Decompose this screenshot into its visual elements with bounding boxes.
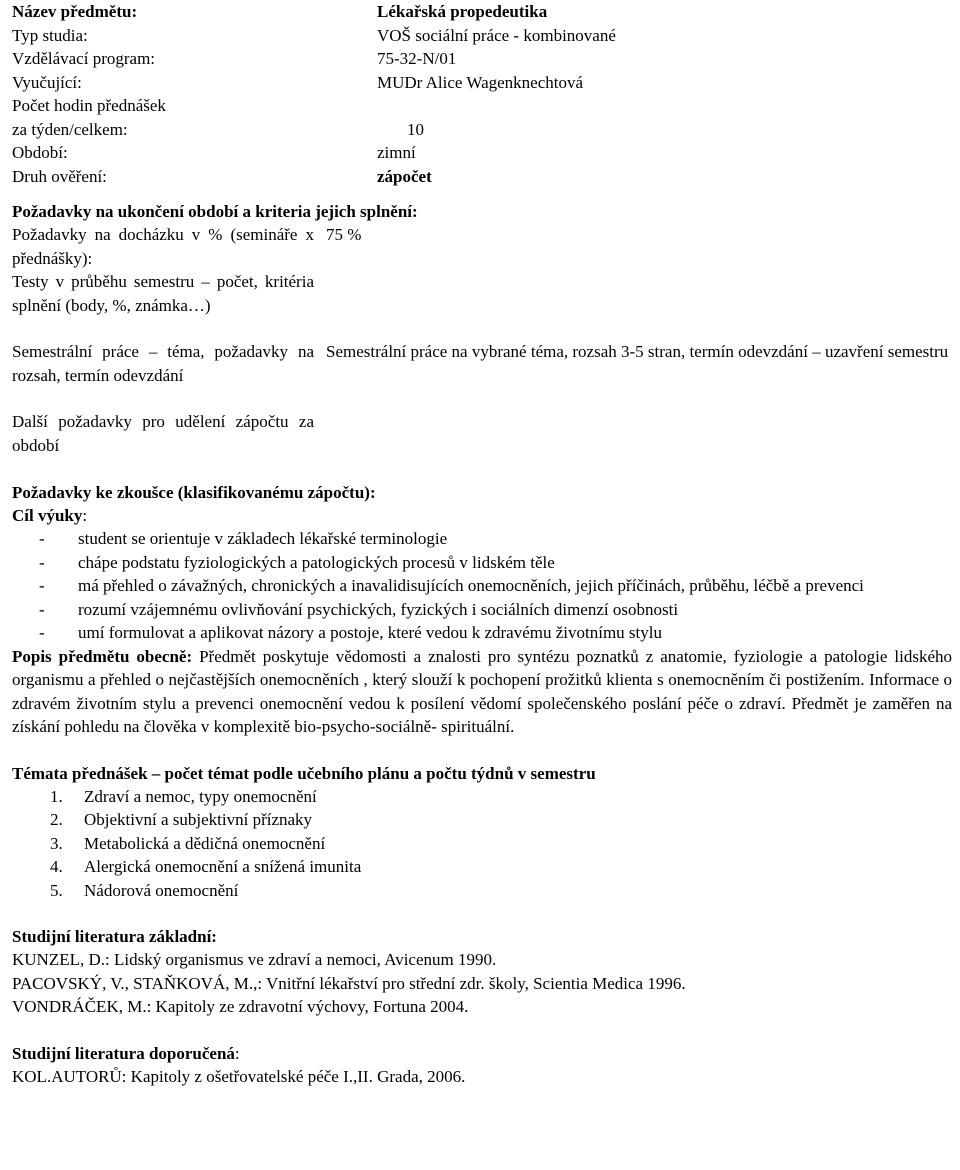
syllabus-document [12,0,952,1088]
goal-text: má přehled o závažných, chronických a inavalidisujících onemocněních, jejich příčinách, průběhu, léčbě a prevenci [78,576,864,595]
goal-text: chápe podstatu fyziologických a patologických procesů v lidském těle [78,552,555,572]
topics-heading: Témata přednášek – počet témat podle učebního plánu a počtu týdnů v semestru [12,763,596,783]
topic-number: 5. [50,880,63,900]
program-value: 75-32-N/01 [377,49,457,68]
literature-recommended-heading: Studijní literatura doporučená [12,1043,235,1063]
requirements-row [12,340,957,410]
topic-text: Metabolická a dědičná onemocnění [84,833,326,853]
meta-row-program [12,47,952,71]
requirements-row [12,223,957,270]
requirements-section [12,200,952,458]
topic-text: Alergická onemocnění a snížená imunita [84,857,362,876]
typ-value: VOŠ sociální práce - kombinované [377,25,616,45]
requirements-row [12,270,957,340]
topic-text: Objektivní a subjektivní příznaky [84,810,313,829]
topic-number: 1. [50,786,63,806]
program-label: Vzdělávací program: [12,49,156,68]
requirement-value [320,410,957,458]
requirements-row [12,410,957,458]
dash-bullet: - [39,599,45,619]
list-item [12,621,952,645]
meta-row-hodin-1 [12,94,952,118]
topic-number: 4. [50,857,63,876]
exam-section [12,481,952,739]
list-item [12,879,952,903]
requirement-label: Další požadavky pro udělení zápočtu za období [12,412,314,455]
meta-row-typ [12,24,952,48]
list-item [12,785,952,809]
requirement-value: 75 % [326,225,362,244]
obdobi-label: Období: [12,143,68,162]
dash-bullet: - [39,552,45,572]
topic-number: 3. [50,833,63,853]
nazev-value: Lékařská propedeutika [377,2,548,21]
goal-colon: : [82,506,88,525]
hodin-label-2: za týden/celkem: [12,119,128,139]
list-item [12,832,952,856]
typ-label: Typ studia: [12,25,88,45]
list-item [12,551,952,575]
literature-basic-section [12,925,952,1019]
literature-basic-heading: Studijní literatura základní: [12,927,217,946]
course-description [12,645,952,739]
list-item [12,808,952,832]
vyucujici-label: Vyučující: [12,72,82,92]
topics-list [12,785,952,903]
list-item [12,598,952,622]
requirement-label: Semestrální práce – téma, požadavky na rozsah, termín odevzdání [12,342,314,385]
overeni-label: Druh ověření: [12,166,107,186]
course-metadata [12,0,952,188]
meta-row-overeni [12,165,952,189]
requirements-table [12,223,957,458]
requirement-value [320,270,957,340]
literature-item: VONDRÁČEK, M.: Kapitoly ze zdravotní výchovy, Fortuna 2004. [12,997,469,1016]
meta-row-nazev [12,0,952,24]
vyucujici-value: MUDr Alice Wagenknechtová [377,72,584,92]
topic-text: Zdraví a nemoc, typy onemocnění [84,786,317,806]
literature-recommended-colon: : [234,1043,240,1063]
literature-item: PACOVSKÝ, V., STAŇKOVÁ, M.,: Vnitřní lékařství pro střední zdr. školy, Scientia Medica 1996. [12,973,686,993]
literature-item: KOL.AUTORŮ: Kapitoly z ošetřovatelské péče I.,II. Grada, 2006. [12,1066,466,1086]
overeni-value: zápočet [377,166,432,186]
goals-list [12,527,952,645]
meta-row-vyucujici [12,71,952,95]
requirements-heading: Požadavky na ukončení období a kriteria jejich splnění: [12,202,418,221]
obdobi-value: zimní [377,143,416,162]
list-item [12,855,952,879]
dash-bullet: - [39,576,45,595]
list-item [12,527,952,551]
requirement-label: Testy v průběhu semestru – počet, kritéria splnění (body, %, známka…) [12,272,314,315]
goal-text: umí formulovat a aplikovat názory a postoje, které vedou k zdravému životnímu stylu [78,623,662,642]
dash-bullet: - [39,529,45,548]
goal-text: rozumí vzájemnému ovlivňování psychických, fyzických i sociálních dimenzí osobnosti [78,599,679,619]
hodin-value: 10 [407,119,424,139]
literature-item: KUNZEL, D.: Lidský organismus ve zdraví a nemoci, Avicenum 1990. [12,950,497,969]
goal-label: Cíl výuky [12,506,83,525]
list-item [12,574,952,598]
nazev-label: Název předmětu: [12,2,138,21]
requirement-label: Požadavky na docházku v % (semináře x přednášky): [12,225,314,268]
topic-number: 2. [50,810,63,829]
description-label: Popis předmětu obecně: [12,646,193,666]
hodin-label-1: Počet hodin přednášek [12,96,166,115]
literature-recommended-section [12,1042,952,1089]
goal-label-line [12,504,952,527]
description-text: Předmět poskytuje vědomosti a znalosti pro syntézu poznatků z anatomie, fyziologie a patologie lidského organismu a přehled o nejčastějších onemocněních , který slouží k pochopení prožitků klienta s onemocněním či postižením. Informace o zdravém životním stylu a prevenci onemocnění vedou k posílení vědomí společenského poslání péče o zdraví. Předmět je zaměřen na získání pohledu na člověka v komplexitě bio-psycho-sociálně- spirituální. [12,646,952,736]
literature-recommended-heading-line [12,1042,952,1065]
exam-heading: Požadavky ke zkoušce (klasifikovanému zápočtu): [12,483,376,502]
meta-row-obdobi [12,141,952,165]
requirement-value: Semestrální práce na vybrané téma, rozsah 3-5 stran, termín odevzdání – uzavření semestru [326,342,949,361]
meta-row-hodin-2 [12,118,952,142]
dash-bullet: - [39,623,45,642]
topics-section [12,762,952,903]
topic-text: Nádorová onemocnění [84,880,239,900]
goal-text: student se orientuje v základech lékařské terminologie [78,529,448,548]
